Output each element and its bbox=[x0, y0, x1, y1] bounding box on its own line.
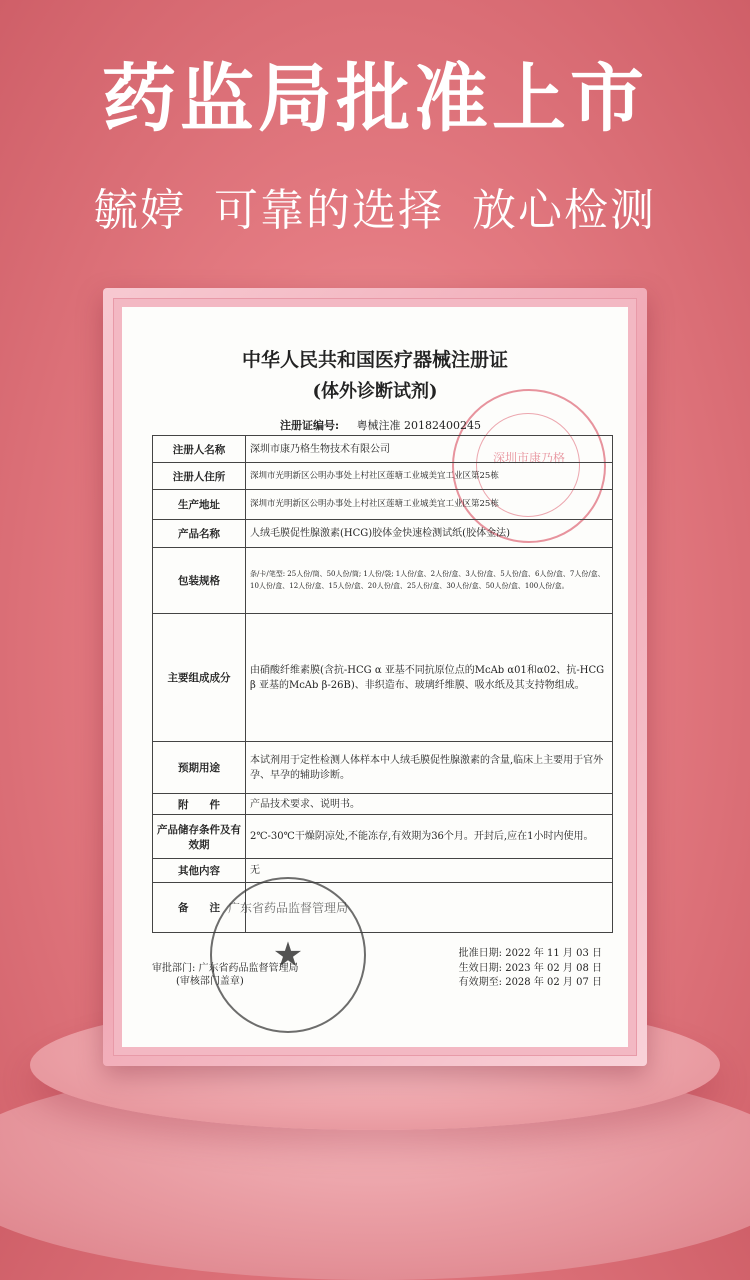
row-label: 附 件 bbox=[153, 794, 246, 815]
certificate-subtitle: (体外诊断试剂) bbox=[312, 381, 438, 402]
table-row bbox=[153, 859, 613, 883]
approve-date: 批准日期: 2022 年 11 月 03 日 bbox=[458, 948, 602, 959]
row-label: 包装规格 bbox=[153, 548, 246, 614]
row-label: 其他内容 bbox=[153, 859, 246, 883]
registration-number-label: 注册证编号: bbox=[280, 419, 340, 432]
row-value: 人绒毛膜促性腺激素(HCG)胶体金快速检测试纸(胶体金法) bbox=[246, 520, 613, 548]
row-label: 主要组成成分 bbox=[153, 614, 246, 742]
registration-number bbox=[280, 417, 481, 433]
subheadline bbox=[0, 174, 750, 238]
authority-seal-icon bbox=[210, 877, 366, 1033]
certificate-mat bbox=[113, 298, 637, 1056]
row-label: 生产地址 bbox=[153, 490, 246, 520]
table-row bbox=[153, 463, 613, 490]
certificate-dates bbox=[459, 947, 602, 991]
table-row bbox=[153, 436, 613, 463]
table-row bbox=[153, 548, 613, 614]
certificate-title: 中华人民共和国医疗器械注册证 bbox=[241, 349, 508, 371]
row-value: 2℃-30℃干燥阴凉处,不能冻存,有效期为36个月。开封后,应在1小时内使用。 bbox=[246, 815, 613, 859]
brand-name: 毓婷 bbox=[94, 185, 186, 236]
headline: 药监局批准上市 bbox=[102, 56, 648, 142]
row-label: 备 注 bbox=[153, 883, 246, 933]
row-value: 深圳市光明新区公明办事处上村社区莲塘工业城美宜工业区第25栋 bbox=[246, 490, 613, 520]
row-label: 预期用途 bbox=[153, 742, 246, 794]
approval-stamp-note: (审核部门盖章) bbox=[176, 976, 244, 987]
row-value: 本试剂用于定性检测人体样本中人绒毛膜促性腺激素的含量,临床上主要用于官外孕、早孕的辅助诊断。 bbox=[246, 742, 613, 794]
subhead-phrase-1: 可靠的选择 bbox=[214, 185, 444, 236]
table-row bbox=[153, 490, 613, 520]
certificate-table bbox=[152, 435, 613, 933]
subhead-phrase-2: 放心检测 bbox=[472, 185, 656, 236]
expire-date: 有效期至: 2028 年 02 月 07 日 bbox=[458, 977, 602, 988]
row-value: 条/卡/笔型: 25人份/筒、50人份/筒; 1人份/袋; 1人份/盒、2人份/盒、3人份/盒、5人份/盒、6人份/盒、7人份/盒、10人份/盒、12人份/盒、15人份/盒、20人份/盒、25人份/盒、30人份/盒、50人份/盒、100人份/盒。 bbox=[246, 548, 613, 614]
table-row bbox=[153, 614, 613, 742]
row-label: 注册人名称 bbox=[153, 436, 246, 463]
table-row bbox=[153, 794, 613, 815]
row-value: 深圳市光明新区公明办事处上村社区莲塘工业城美宜工业区第25栋 bbox=[246, 463, 613, 490]
registration-number-value: 粤械注准 20182400245 bbox=[356, 419, 482, 432]
certificate-frame bbox=[103, 288, 647, 1066]
company-seal-text: 深圳市康乃格 bbox=[492, 451, 565, 465]
table-row bbox=[153, 742, 613, 794]
row-label: 产品名称 bbox=[153, 520, 246, 548]
seal-star-icon: ★ bbox=[272, 935, 304, 975]
table-row bbox=[153, 815, 613, 859]
certificate-paper bbox=[122, 307, 628, 1047]
row-label: 产品储存条件及有效期 bbox=[153, 815, 246, 859]
table-row bbox=[153, 520, 613, 548]
row-value: 产品技术要求、说明书。 bbox=[246, 794, 613, 815]
row-value: 无 bbox=[246, 859, 613, 883]
approval-authority-name: 审批部门: 广东省药品监督管理局 bbox=[152, 963, 299, 974]
row-value: 深圳市康乃格生物技术有限公司 bbox=[246, 436, 613, 463]
authority-seal-text: 广东省药品监督管理局 bbox=[227, 901, 348, 915]
row-label: 注册人住所 bbox=[153, 463, 246, 490]
effective-date: 生效日期: 2023 年 02 月 08 日 bbox=[458, 962, 602, 974]
row-value: 由硝酸纤维素膜(含抗-HCG α 亚基不同抗原位点的McAb α01和α02、抗-HCG β 亚基的McAb β-26B)、非织造布、玻璃纤维膜、吸水纸及其支持物组成。 bbox=[246, 614, 613, 742]
